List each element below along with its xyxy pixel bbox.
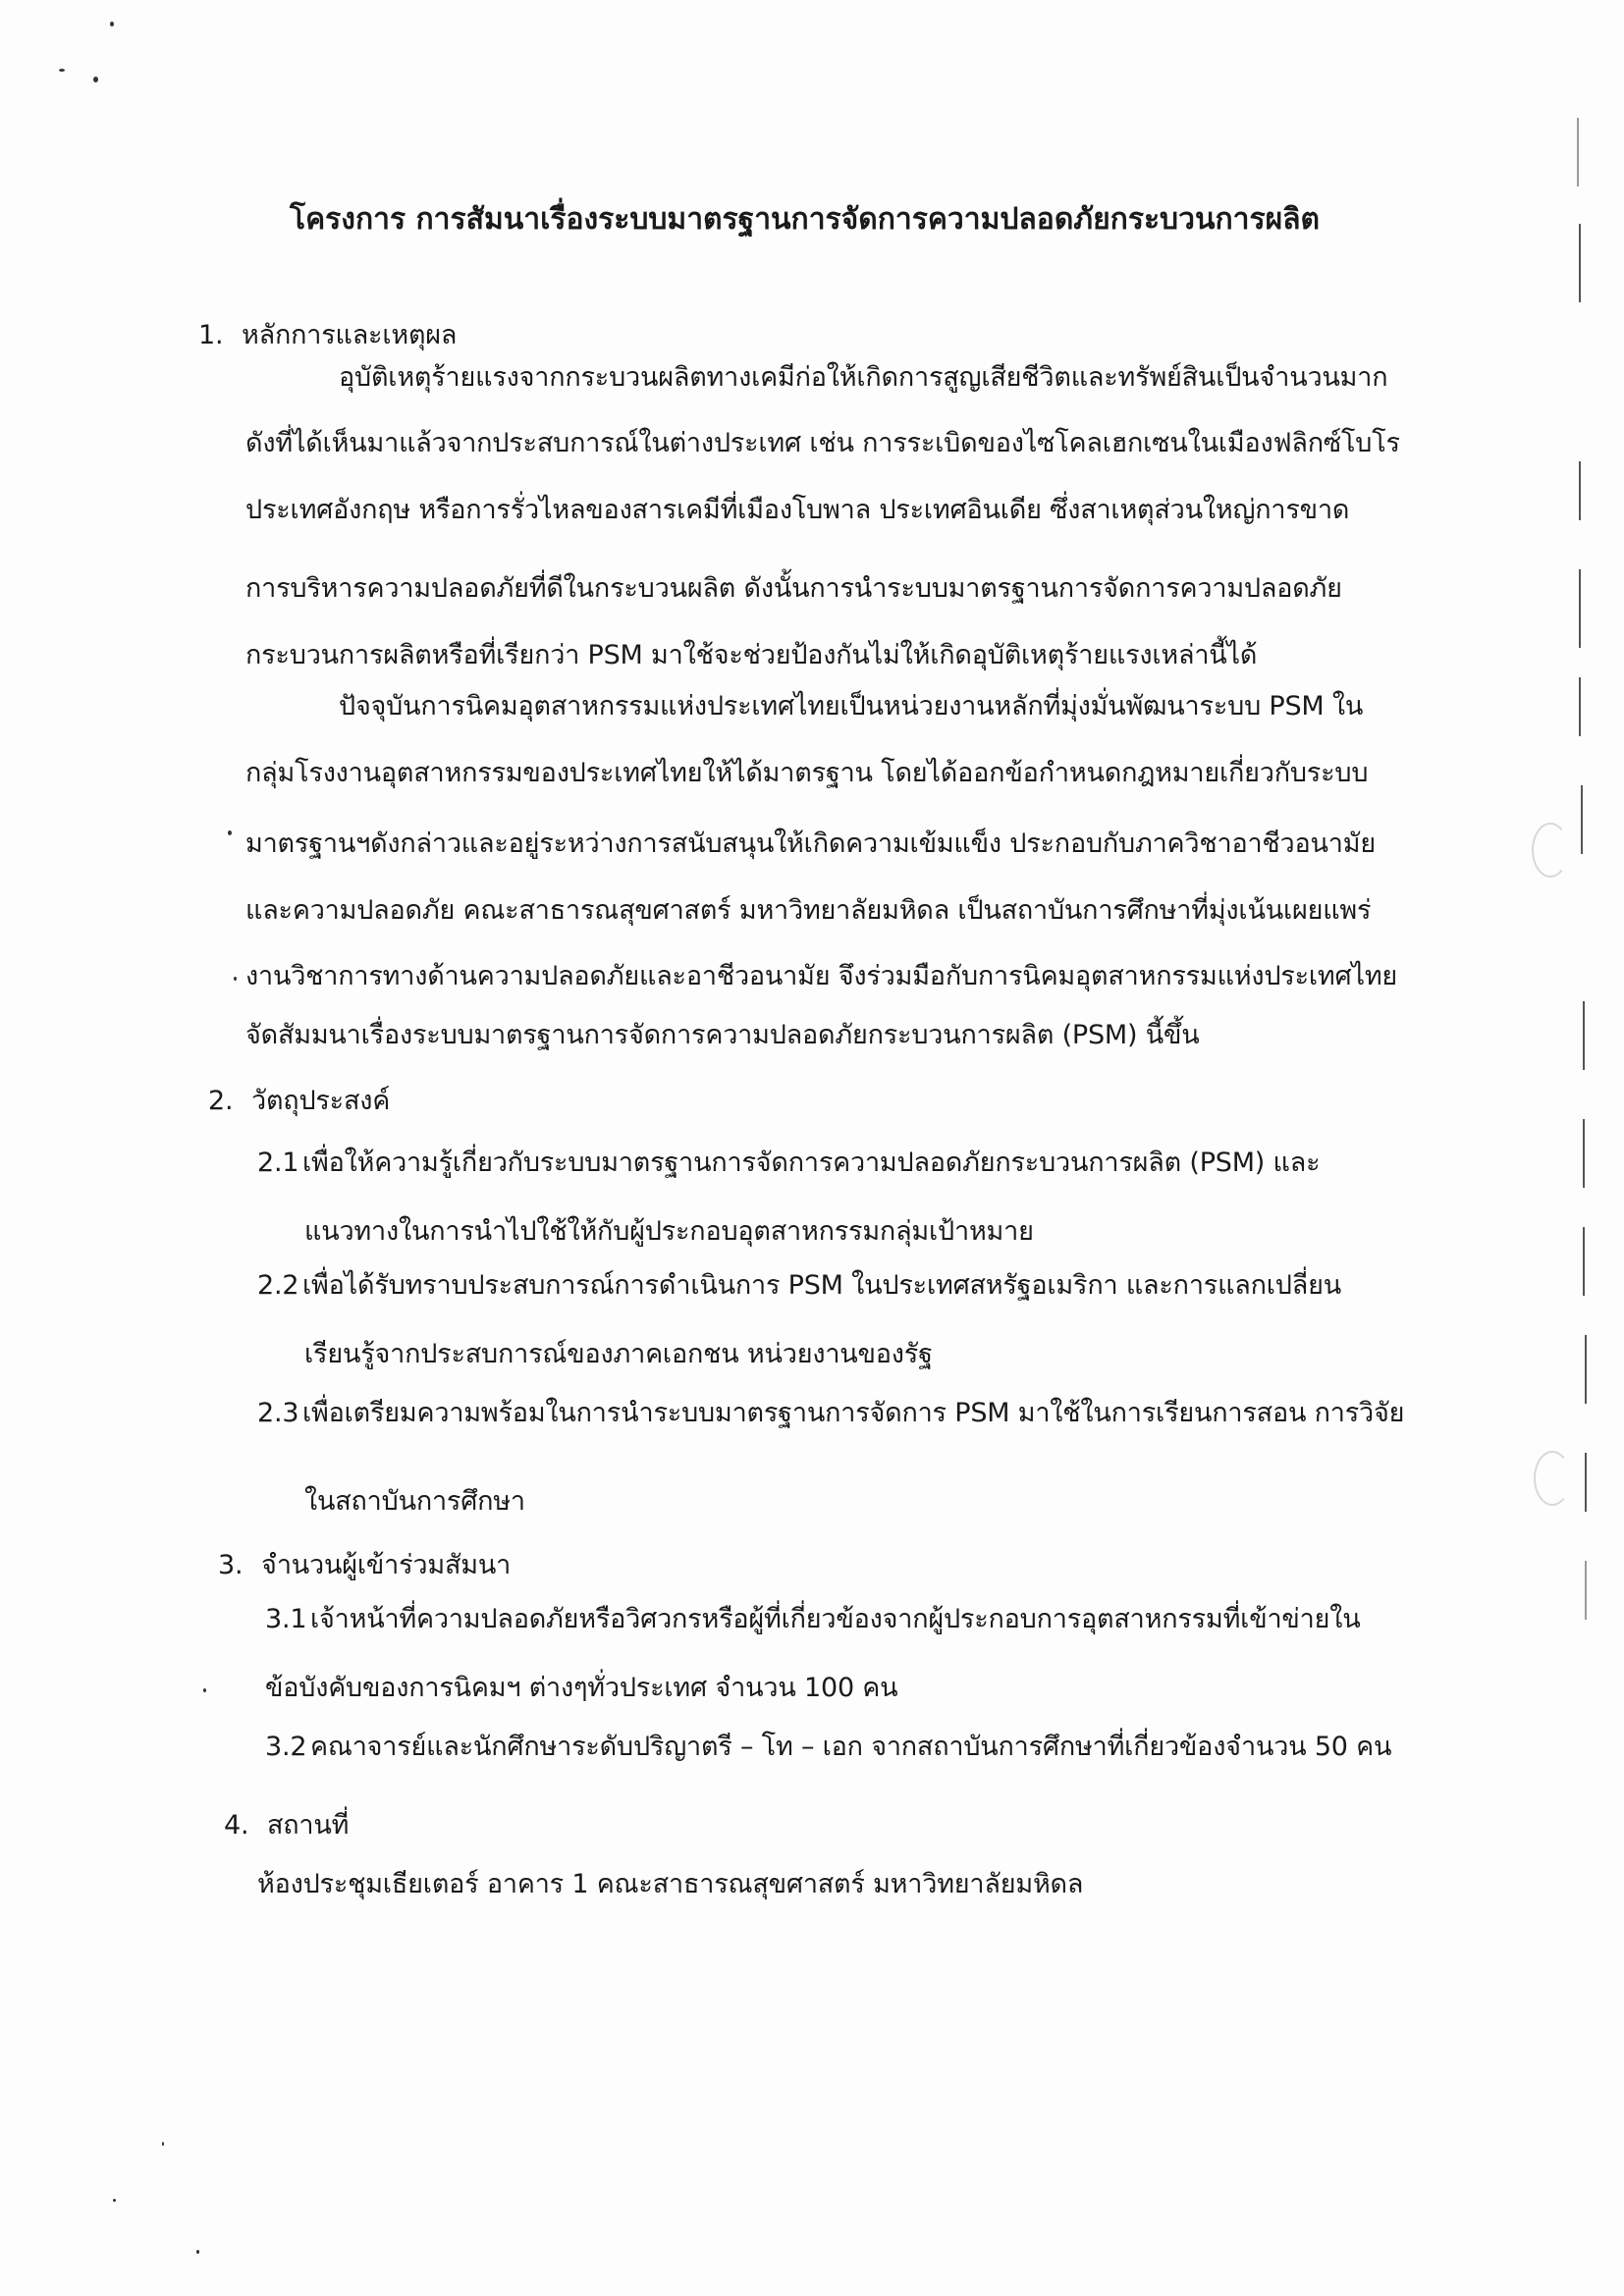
item-text: เจ้าหน้าที่ความปลอดภัยหรือวิศวกรหรือผู้ที่เกี่ยวข้องจากผู้ประกอบการอุตสาหกรรมที่เข้าข่ายใน <box>310 1604 1361 1634</box>
scan-edge-mark <box>1585 1561 1587 1620</box>
section-heading <box>208 1082 390 1121</box>
scan-edge-mark <box>1579 224 1581 302</box>
item-number: 3.1 <box>265 1604 307 1634</box>
scan-speck <box>203 1688 206 1692</box>
item-text: เพื่อได้รับทราบประสบการณ์การดำเนินการ PSM ในประเทศสหรัฐอเมริกา และการแลกเปลี่ยน <box>302 1270 1341 1301</box>
scan-speck <box>59 69 65 72</box>
item-number: 2.3 <box>257 1398 299 1428</box>
section-number: 3. <box>218 1550 244 1580</box>
scan-edge-mark <box>1579 461 1581 520</box>
paragraph-line: ห้องประชุมเธียเตอร์ อาคาร 1 คณะสาธารณสุขศาสตร์ มหาวิทยาลัยมหิดล <box>257 1869 1084 1899</box>
paragraph-line: การบริหารความปลอดภัยที่ดีในกระบวนผลิต ดังนั้นการนำระบบมาตรฐานการจัดการความปลอดภัย <box>245 573 1342 604</box>
scan-edge-mark <box>1585 1335 1587 1404</box>
scan-speck <box>93 77 98 82</box>
scan-speck <box>234 977 237 981</box>
list-item-line <box>265 1600 1361 1639</box>
scan-speck <box>162 2142 164 2146</box>
paragraph-line: อุบัติเหตุร้ายแรงจากกระบวนผลิตทางเคมีก่อให้เกิดการสูญเสียชีวิตและทรัพย์สินเป็นจำนวนมาก <box>339 362 1388 393</box>
list-item-line <box>257 1266 1341 1306</box>
list-item-line: ในสถาบันการศึกษา <box>304 1486 525 1517</box>
list-item-line: ข้อบังคับของการนิคมฯ ต่างๆทั่วประเทศ จำนวน 100 คน <box>265 1673 898 1703</box>
punch-hole-mark <box>1532 823 1569 878</box>
list-item-line <box>257 1144 1320 1183</box>
paragraph-line: ดังที่ได้เห็นมาแล้วจากประสบการณ์ในต่างประเทศ เช่น การระเบิดของไซโคลเฮกเซนในเมืองฟลิกซ์โบโร <box>245 428 1400 458</box>
list-item-line <box>257 1394 1404 1433</box>
scan-speck <box>228 830 232 835</box>
section-heading-text: จำนวนผู้เข้าร่วมสัมนา <box>261 1550 512 1580</box>
paragraph-line: กระบวนการผลิตหรือที่เรียกว่า PSM มาใช้จะช่วยป้องกันไม่ให้เกิดอุบัติเหตุร้ายแรงเหล่านี้ได้ <box>245 640 1258 670</box>
scan-edge-mark <box>1581 785 1583 854</box>
section-number: 1. <box>198 320 224 350</box>
item-number: 2.1 <box>257 1148 299 1178</box>
paragraph-line: ประเทศอังกฤษ หรือการรั่วไหลของสารเคมีที่เมืองโบพาล ประเทศอินเดีย ซึ่งสาเหตุส่วนใหญ่การขาด <box>245 495 1350 525</box>
scan-edge-mark <box>1577 118 1579 187</box>
item-text: เพื่อให้ความรู้เกี่ยวกับระบบมาตรฐานการจัดการความปลอดภัยกระบวนการผลิต (PSM) และ <box>302 1148 1321 1178</box>
scan-edge-mark <box>1583 1001 1585 1070</box>
section-number: 4. <box>224 1810 249 1841</box>
paragraph-line: ปัจจุบันการนิคมอุตสาหกรรมแห่งประเทศไทยเป็นหน่วยงานหลักที่มุ่งมั่นพัฒนาระบบ PSM ใน <box>339 691 1364 721</box>
item-text: คณาจารย์และนักศึกษาระดับปริญาตรี – โท – เอก จากสถาบันการศึกษาที่เกี่ยวข้องจำนวน 50 คน <box>310 1732 1392 1762</box>
item-text: เพื่อเตรียมความพร้อมในการนำระบบมาตรฐานการจัดการ PSM มาใช้ในการเรียนการสอน การวิจัย <box>302 1398 1405 1428</box>
paragraph-line: งานวิชาการทางด้านความปลอดภัยและอาชีวอนามัย จึงร่วมมือกับการนิคมอุตสาหกรรมแห่งประเทศไทย <box>245 961 1398 991</box>
item-number: 3.2 <box>265 1732 307 1762</box>
paragraph-line: จัดสัมมนาเรื่องระบบมาตรฐานการจัดการความปลอดภัยกระบวนการผลิต (PSM) นี้ขึ้น <box>245 1020 1200 1050</box>
section-heading <box>224 1806 349 1845</box>
scan-speck <box>196 2250 199 2254</box>
scan-edge-mark <box>1583 1227 1585 1296</box>
section-heading <box>218 1546 511 1585</box>
scan-edge-mark <box>1583 1119 1585 1188</box>
list-item-line: เรียนรู้จากประสบการณ์ของภาคเอกชน หน่วยงานของรัฐ <box>304 1339 933 1369</box>
punch-hole-mark <box>1534 1451 1571 1506</box>
list-item-line: แนวทางในการนำไปใช้ให้กับผู้ประกอบอุตสาหกรรมกลุ่มเป้าหมาย <box>304 1216 1034 1247</box>
paragraph-line: กลุ่มโรงงานอุตสาหกรรมของประเทศไทยให้ได้มาตรฐาน โดยได้ออกข้อกำหนดกฎหมายเกี่ยวกับระบบ <box>245 758 1369 788</box>
item-number: 2.2 <box>257 1270 299 1301</box>
document-title: โครงการ การสัมนาเรื่องระบบมาตรฐานการจัดการความปลอดภัยกระบวนการผลิต <box>290 202 1321 237</box>
scan-speck <box>113 2199 116 2202</box>
section-number: 2. <box>208 1086 234 1116</box>
scan-edge-mark <box>1579 677 1581 736</box>
section-heading-text: หลักการและเหตุผล <box>242 320 458 350</box>
section-heading-text: วัตถุประสงค์ <box>251 1086 391 1116</box>
scan-edge-mark <box>1585 1453 1587 1512</box>
scan-edge-mark <box>1579 569 1581 648</box>
paragraph-line: มาตรฐานฯดังกล่าวและอยู่ระหว่างการสนับสนุนให้เกิดความเข้มแข็ง ประกอบกับภาควิชาอาชีวอนามัย <box>245 828 1376 859</box>
list-item-line <box>265 1728 1391 1767</box>
scan-speck <box>110 22 114 27</box>
section-heading-text: สถานที่ <box>267 1810 350 1841</box>
section-heading <box>198 316 457 355</box>
paragraph-line: และความปลอดภัย คณะสาธารณสุขศาสตร์ มหาวิทยาลัยมหิดล เป็นสถาบันการศึกษาที่มุ่งเน้นเผยแพร่ <box>245 895 1372 926</box>
